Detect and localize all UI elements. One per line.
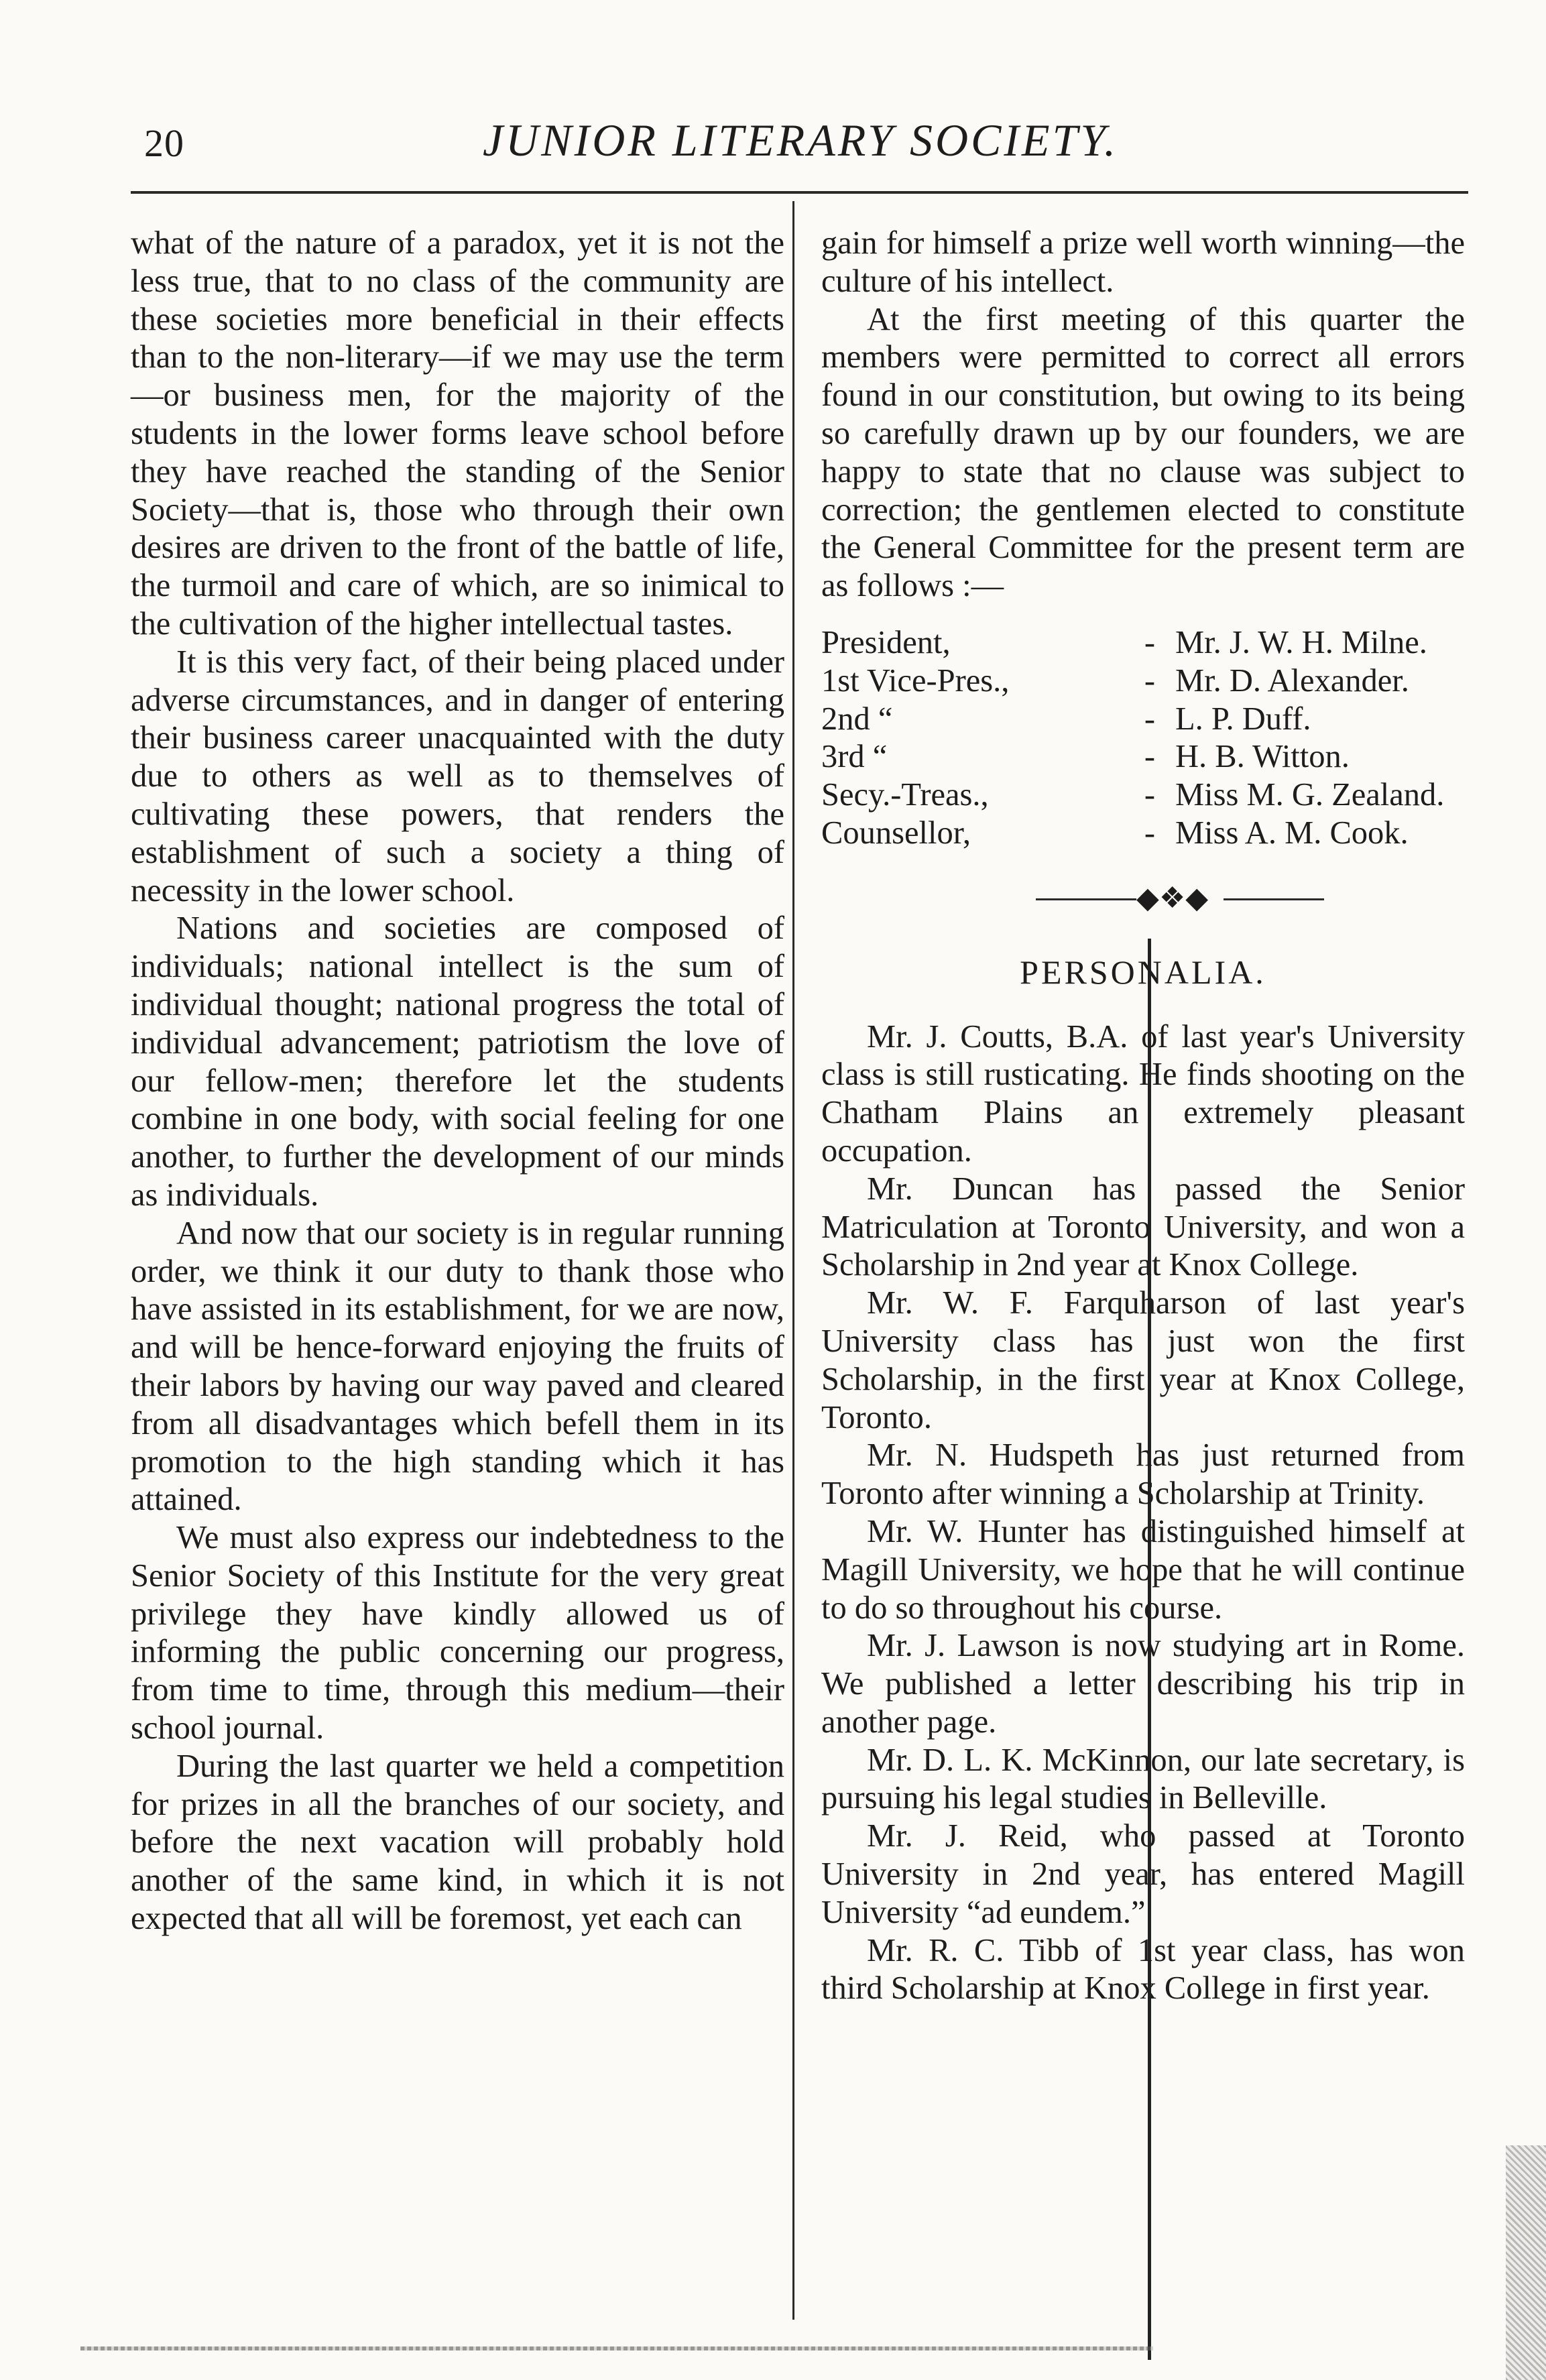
personalia-entry: Mr. D. L. K. McKinnon, our late secretary, is pursuing his legal studies in Belleville.	[821, 1742, 1465, 1816]
committee-name: Mr. D. Alexander.	[1175, 662, 1409, 699]
committee-name: Miss A. M. Cook.	[1175, 815, 1409, 851]
committee-office: 3rd “	[821, 739, 888, 775]
paragraph: It is this very fact, of their being placed under adverse circumstances, and in danger of entering their business career unacquainted with the duty due to others as well as to themselves of cultivating these powers, that renders the establishment of such a society a thing of necessity in the lower school.	[131, 644, 784, 908]
committee-name: Mr. J. W. H. Milne.	[1175, 624, 1427, 660]
committee-office: Secy.-Treas.,	[821, 777, 989, 813]
personalia-entry: Mr. J. Reid, who passed at Toronto University in 2nd year, has entered Magill University “ad eundem.”	[821, 1818, 1465, 1930]
committee-row	[821, 738, 1465, 776]
committee-name: L. P. Duff.	[1175, 701, 1311, 737]
ornament-line-right	[1224, 898, 1324, 900]
page-header	[0, 94, 1546, 194]
personalia-entry: Mr. N. Hudspeth has just returned from Toronto after winning a Scholarship at Trinity.	[821, 1437, 1465, 1512]
personalia-entry: Mr. Duncan has passed the Senior Matriculation at Toronto University, and won a Scholarship in 2nd year at Knox College.	[821, 1171, 1465, 1283]
committee-dash: -	[1144, 624, 1156, 660]
header-rule	[131, 191, 1468, 194]
committee-office: 2nd “	[821, 701, 893, 737]
committee-office: President,	[821, 624, 951, 660]
committee-table	[821, 624, 1465, 853]
committee-office: 1st Vice-Pres.,	[821, 662, 1010, 699]
section-ornament	[821, 866, 1465, 927]
committee-row	[821, 662, 1465, 701]
section-heading-personalia: PERSONALIA.	[1020, 953, 1266, 991]
ornament-line-left	[1036, 898, 1136, 900]
personalia-entry: Mr. W. Hunter has distinguished himself at Magill University, we hope that he will continue to do so throughout his course.	[821, 1513, 1465, 1626]
paragraph: gain for himself a prize well worth winning—the culture of his intellect.	[821, 225, 1465, 299]
personalia-entry: Mr. J. Coutts, B.A. of last year's University class is still rusticating. He finds shooting on the Chatham Plains an extremely pleasant occupation.	[821, 1018, 1465, 1169]
column-divider	[792, 201, 794, 2320]
paragraph: At the first meeting of this quarter the members were permitted to correct all errors found in our constitution, but owing to its being so carefully drawn up by our founders, we are happy to state that no clause was subject to correction; the gentlemen elected to constitute the General Committee for the present term are as follows :—	[821, 301, 1465, 604]
paragraph: And now that our society is in regular running order, we think it our duty to thank those who have assisted in its establishment, for we are now, and will be hence-forward enjoying the fruits of their labors by having our way paved and cleared from all disadvantages which befell them in its promotion to the high standing which it has attained.	[131, 1215, 784, 1518]
ornament-diamond-icon: ◆❖◆	[1136, 881, 1209, 914]
paragraph: We must also express our indebtedness to the Senior Society of this Institute for the very great privilege they have kindly allowed us of informing the public concerning our progress, from time to time, through this medium—their school journal.	[131, 1520, 784, 1746]
personalia-entry: Mr. J. Lawson is now studying art in Rome. We published a letter describing his trip in another page.	[821, 1628, 1465, 1740]
committee-dash: -	[1144, 662, 1156, 699]
scan-edge-artifact	[80, 2346, 1153, 2351]
committee-dash: -	[1144, 777, 1156, 813]
committee-dash: -	[1144, 739, 1156, 775]
committee-row	[821, 776, 1465, 815]
committee-row	[821, 701, 1465, 739]
paragraph: During the last quarter we held a competition for prizes in all the branches of our society, and before the next vacation will probably hold another of the same kind, in which it is not expected that all will be foremost, yet each can	[131, 1748, 784, 1937]
committee-name: H. B. Witton.	[1175, 739, 1350, 775]
page-number: 20	[144, 121, 184, 165]
committee-dash: -	[1144, 701, 1156, 737]
scan-edge-artifact	[1506, 2145, 1546, 2380]
paragraph: Nations and societies are composed of individuals; national intellect is the sum of individual thought; national progress the total of individual advancement; patriotism the love of our fellow-men; therefore let the students combine in one body, with social feeling for one another, to further the development of our minds as individuals.	[131, 910, 784, 1213]
personalia-entry: Mr. R. C. Tibb of 1st year class, has won third Scholarship at Knox College in first year.	[821, 1932, 1465, 2007]
personalia-entry: Mr. W. F. Farquharson of last year's University class has just won the first Scholarship, in the first year at Knox College, Toronto.	[821, 1285, 1465, 1435]
committee-dash: -	[1144, 815, 1156, 851]
left-column	[131, 225, 784, 1938]
committee-name: Miss M. G. Zealand.	[1175, 777, 1445, 813]
committee-row	[821, 624, 1465, 662]
paragraph: what of the nature of a paradox, yet it is not the less true, that to no class of the community are these societies more beneficial in their effects than to the non-literary—if we may use the term—or business men, for the majority of the students in the lower forms leave school before they have reached the standing of the Senior Society—that is, those who through their own desires are driven to the front of the battle of life, the turmoil and care of which, are so inimical to the cultivation of the higher intellectual tastes.	[131, 225, 784, 642]
right-column	[821, 225, 1465, 2008]
running-head: JUNIOR LITERARY SOCIETY.	[483, 115, 1118, 166]
committee-row	[821, 815, 1465, 853]
committee-office: Counsellor,	[821, 815, 971, 851]
